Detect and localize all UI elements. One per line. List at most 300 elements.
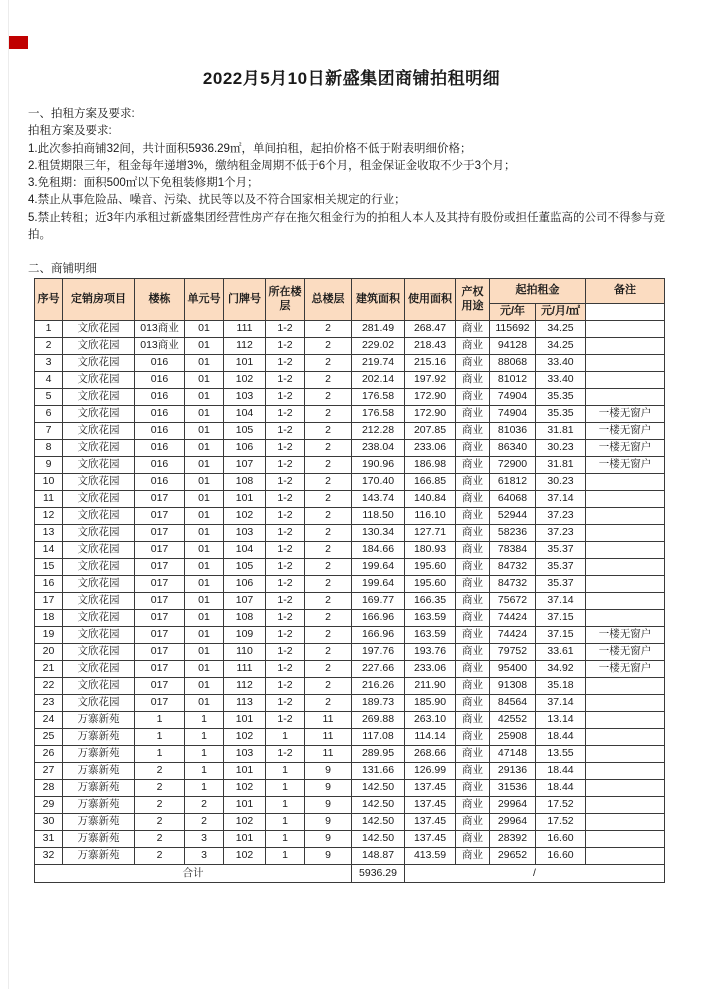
cell-usage: 商业 bbox=[456, 474, 490, 491]
cell-unit: 3 bbox=[185, 848, 224, 865]
cell-rent-year: 84732 bbox=[490, 576, 536, 593]
cell-use-area: 268.66 bbox=[405, 746, 456, 763]
header-rent-group: 起拍租金 bbox=[490, 279, 586, 304]
cell-build-area: 238.04 bbox=[352, 440, 405, 457]
cell-use-area: 163.59 bbox=[405, 627, 456, 644]
table-row bbox=[35, 576, 665, 593]
cell-rent-month-sqm: 13.55 bbox=[536, 746, 586, 763]
cell-door: 113 bbox=[224, 695, 266, 712]
cell-usage: 商业 bbox=[456, 780, 490, 797]
cell-seq: 10 bbox=[35, 474, 63, 491]
cell-use-area: 137.45 bbox=[405, 797, 456, 814]
cell-building: 2 bbox=[135, 780, 185, 797]
total-rest: / bbox=[405, 865, 665, 883]
cell-rent-year: 52944 bbox=[490, 508, 536, 525]
cell-remark bbox=[586, 474, 665, 491]
cell-floor: 1-2 bbox=[266, 440, 305, 457]
cell-use-area: 172.90 bbox=[405, 406, 456, 423]
cell-project: 文欣花园 bbox=[63, 474, 135, 491]
cell-use-area: 126.99 bbox=[405, 763, 456, 780]
cell-usage: 商业 bbox=[456, 559, 490, 576]
cell-usage: 商业 bbox=[456, 423, 490, 440]
cell-build-area: 169.77 bbox=[352, 593, 405, 610]
cell-total-floors: 9 bbox=[305, 763, 352, 780]
cell-building: 017 bbox=[135, 525, 185, 542]
cell-seq: 26 bbox=[35, 746, 63, 763]
cell-usage: 商业 bbox=[456, 729, 490, 746]
cell-usage: 商业 bbox=[456, 406, 490, 423]
cell-rent-month-sqm: 16.60 bbox=[536, 831, 586, 848]
cell-door: 103 bbox=[224, 389, 266, 406]
cell-rent-year: 58236 bbox=[490, 525, 536, 542]
cell-building: 017 bbox=[135, 695, 185, 712]
cell-build-area: 216.26 bbox=[352, 678, 405, 695]
cell-remark bbox=[586, 338, 665, 355]
cell-build-area: 142.50 bbox=[352, 814, 405, 831]
cell-seq: 3 bbox=[35, 355, 63, 372]
cell-build-area: 269.88 bbox=[352, 712, 405, 729]
cell-seq: 5 bbox=[35, 389, 63, 406]
cell-floor: 1 bbox=[266, 848, 305, 865]
cell-build-area: 142.50 bbox=[352, 797, 405, 814]
cell-rent-year: 75672 bbox=[490, 593, 536, 610]
cell-use-area: 413.59 bbox=[405, 848, 456, 865]
cell-unit: 01 bbox=[185, 389, 224, 406]
cell-seq: 13 bbox=[35, 525, 63, 542]
cell-seq: 28 bbox=[35, 780, 63, 797]
cell-unit: 01 bbox=[185, 372, 224, 389]
cell-project: 文欣花园 bbox=[63, 542, 135, 559]
cell-door: 101 bbox=[224, 763, 266, 780]
cell-rent-year: 25908 bbox=[490, 729, 536, 746]
cell-building: 017 bbox=[135, 542, 185, 559]
cell-door: 101 bbox=[224, 355, 266, 372]
cell-seq: 7 bbox=[35, 423, 63, 440]
cell-unit: 3 bbox=[185, 831, 224, 848]
cell-build-area: 176.58 bbox=[352, 389, 405, 406]
cell-use-area: 166.85 bbox=[405, 474, 456, 491]
cell-seq: 14 bbox=[35, 542, 63, 559]
table-row bbox=[35, 814, 665, 831]
cell-use-area: 268.47 bbox=[405, 321, 456, 338]
cell-total-floors: 9 bbox=[305, 831, 352, 848]
table-row bbox=[35, 372, 665, 389]
cell-unit: 1 bbox=[185, 712, 224, 729]
cell-use-area: 233.06 bbox=[405, 440, 456, 457]
cell-total-floors: 2 bbox=[305, 661, 352, 678]
cell-building: 016 bbox=[135, 457, 185, 474]
header-rent-year: 元/年 bbox=[490, 304, 536, 321]
cell-build-area: 212.28 bbox=[352, 423, 405, 440]
cell-project: 文欣花园 bbox=[63, 440, 135, 457]
cell-remark bbox=[586, 525, 665, 542]
cell-building: 017 bbox=[135, 644, 185, 661]
cell-building: 016 bbox=[135, 389, 185, 406]
cell-usage: 商业 bbox=[456, 355, 490, 372]
cell-rent-month-sqm: 30.23 bbox=[536, 440, 586, 457]
cell-building: 016 bbox=[135, 372, 185, 389]
header-usage: 产权用途 bbox=[456, 279, 490, 321]
cell-total-floors: 2 bbox=[305, 321, 352, 338]
header-building: 楼栋 bbox=[135, 279, 185, 321]
cell-door: 106 bbox=[224, 440, 266, 457]
cell-remark bbox=[586, 746, 665, 763]
cell-door: 103 bbox=[224, 525, 266, 542]
cell-project: 万寨新苑 bbox=[63, 712, 135, 729]
table-row bbox=[35, 644, 665, 661]
cell-floor: 1-2 bbox=[266, 508, 305, 525]
cell-building: 016 bbox=[135, 474, 185, 491]
cell-project: 文欣花园 bbox=[63, 355, 135, 372]
table-row bbox=[35, 661, 665, 678]
cell-build-area: 199.64 bbox=[352, 576, 405, 593]
cell-remark: 一楼无窗户 bbox=[586, 423, 665, 440]
table-row bbox=[35, 593, 665, 610]
cell-rent-month-sqm: 37.14 bbox=[536, 491, 586, 508]
table-row bbox=[35, 474, 665, 491]
cell-usage: 商业 bbox=[456, 372, 490, 389]
cell-usage: 商业 bbox=[456, 440, 490, 457]
cell-project: 文欣花园 bbox=[63, 338, 135, 355]
cell-seq: 11 bbox=[35, 491, 63, 508]
cell-remark bbox=[586, 559, 665, 576]
cell-project: 万寨新苑 bbox=[63, 831, 135, 848]
cell-project: 文欣花园 bbox=[63, 695, 135, 712]
cell-rent-month-sqm: 35.35 bbox=[536, 406, 586, 423]
cell-use-area: 163.59 bbox=[405, 610, 456, 627]
cell-usage: 商业 bbox=[456, 610, 490, 627]
cell-door: 108 bbox=[224, 474, 266, 491]
table-row bbox=[35, 491, 665, 508]
cell-project: 文欣花园 bbox=[63, 644, 135, 661]
cell-unit: 1 bbox=[185, 780, 224, 797]
cell-build-area: 190.96 bbox=[352, 457, 405, 474]
cell-unit: 01 bbox=[185, 627, 224, 644]
cell-floor: 1-2 bbox=[266, 338, 305, 355]
cell-project: 万寨新苑 bbox=[63, 763, 135, 780]
cell-door: 110 bbox=[224, 644, 266, 661]
cell-seq: 30 bbox=[35, 814, 63, 831]
cell-rent-month-sqm: 30.23 bbox=[536, 474, 586, 491]
cell-rent-month-sqm: 37.15 bbox=[536, 627, 586, 644]
cell-use-area: 127.71 bbox=[405, 525, 456, 542]
cell-seq: 15 bbox=[35, 559, 63, 576]
cell-seq: 8 bbox=[35, 440, 63, 457]
cell-door: 102 bbox=[224, 848, 266, 865]
cell-building: 2 bbox=[135, 831, 185, 848]
cell-build-area: 142.50 bbox=[352, 831, 405, 848]
cell-rent-year: 84564 bbox=[490, 695, 536, 712]
cell-unit: 01 bbox=[185, 474, 224, 491]
cell-project: 文欣花园 bbox=[63, 406, 135, 423]
cell-unit: 01 bbox=[185, 695, 224, 712]
header-project: 定销房项目 bbox=[63, 279, 135, 321]
cell-use-area: 218.43 bbox=[405, 338, 456, 355]
cell-unit: 01 bbox=[185, 321, 224, 338]
table-row bbox=[35, 457, 665, 474]
table-row bbox=[35, 542, 665, 559]
cell-rent-month-sqm: 34.25 bbox=[536, 338, 586, 355]
cell-remark bbox=[586, 712, 665, 729]
cell-project: 文欣花园 bbox=[63, 389, 135, 406]
cell-use-area: 114.14 bbox=[405, 729, 456, 746]
cell-building: 2 bbox=[135, 763, 185, 780]
cell-rent-month-sqm: 35.37 bbox=[536, 542, 586, 559]
cell-total-floors: 2 bbox=[305, 423, 352, 440]
cell-unit: 01 bbox=[185, 440, 224, 457]
cell-project: 文欣花园 bbox=[63, 678, 135, 695]
cell-usage: 商业 bbox=[456, 763, 490, 780]
cell-building: 017 bbox=[135, 610, 185, 627]
cell-project: 万寨新苑 bbox=[63, 814, 135, 831]
rental-plan-section bbox=[28, 106, 678, 244]
header-door: 门牌号 bbox=[224, 279, 266, 321]
cell-build-area: 227.66 bbox=[352, 661, 405, 678]
cell-rent-year: 28392 bbox=[490, 831, 536, 848]
cell-rent-month-sqm: 34.92 bbox=[536, 661, 586, 678]
cell-total-floors: 2 bbox=[305, 593, 352, 610]
cell-rent-year: 61812 bbox=[490, 474, 536, 491]
cell-use-area: 211.90 bbox=[405, 678, 456, 695]
cell-floor: 1-2 bbox=[266, 389, 305, 406]
cell-building: 013商业 bbox=[135, 321, 185, 338]
cell-unit: 01 bbox=[185, 542, 224, 559]
cell-unit: 2 bbox=[185, 814, 224, 831]
cell-rent-year: 64068 bbox=[490, 491, 536, 508]
cell-remark bbox=[586, 848, 665, 865]
cell-door: 111 bbox=[224, 661, 266, 678]
cell-rent-month-sqm: 18.44 bbox=[536, 729, 586, 746]
cell-rent-month-sqm: 13.14 bbox=[536, 712, 586, 729]
cell-rent-year: 42552 bbox=[490, 712, 536, 729]
section1-line: 3.免租期：面积500㎡以下免租装修期1个月； bbox=[28, 177, 259, 190]
cell-floor: 1-2 bbox=[266, 712, 305, 729]
cell-usage: 商业 bbox=[456, 678, 490, 695]
cell-unit: 2 bbox=[185, 797, 224, 814]
cell-floor: 1-2 bbox=[266, 355, 305, 372]
cell-total-floors: 2 bbox=[305, 542, 352, 559]
cell-door: 109 bbox=[224, 627, 266, 644]
cell-remark bbox=[586, 695, 665, 712]
cell-floor: 1-2 bbox=[266, 406, 305, 423]
header-remark: 备注 bbox=[586, 279, 665, 304]
cell-total-floors: 2 bbox=[305, 491, 352, 508]
cell-seq: 2 bbox=[35, 338, 63, 355]
table-row bbox=[35, 797, 665, 814]
cell-rent-month-sqm: 18.44 bbox=[536, 780, 586, 797]
cell-remark bbox=[586, 389, 665, 406]
table-row bbox=[35, 780, 665, 797]
cell-use-area: 137.45 bbox=[405, 814, 456, 831]
cell-rent-year: 31536 bbox=[490, 780, 536, 797]
cell-rent-month-sqm: 17.52 bbox=[536, 814, 586, 831]
cell-rent-year: 115692 bbox=[490, 321, 536, 338]
cell-build-area: 166.96 bbox=[352, 627, 405, 644]
table-row bbox=[35, 610, 665, 627]
cell-build-area: 197.76 bbox=[352, 644, 405, 661]
cell-unit: 1 bbox=[185, 729, 224, 746]
cell-door: 104 bbox=[224, 406, 266, 423]
cell-door: 105 bbox=[224, 559, 266, 576]
cell-rent-year: 84732 bbox=[490, 559, 536, 576]
cell-floor: 1-2 bbox=[266, 423, 305, 440]
cell-use-area: 193.76 bbox=[405, 644, 456, 661]
cell-usage: 商业 bbox=[456, 457, 490, 474]
cell-total-floors: 2 bbox=[305, 406, 352, 423]
cell-seq: 20 bbox=[35, 644, 63, 661]
cell-usage: 商业 bbox=[456, 389, 490, 406]
cell-remark: 一楼无窗户 bbox=[586, 627, 665, 644]
cell-usage: 商业 bbox=[456, 525, 490, 542]
cell-rent-month-sqm: 33.40 bbox=[536, 372, 586, 389]
cell-total-floors: 2 bbox=[305, 695, 352, 712]
cell-unit: 01 bbox=[185, 593, 224, 610]
cell-floor: 1-2 bbox=[266, 321, 305, 338]
table-row bbox=[35, 559, 665, 576]
cell-door: 105 bbox=[224, 423, 266, 440]
table-row bbox=[35, 695, 665, 712]
cell-total-floors: 2 bbox=[305, 576, 352, 593]
table-row bbox=[35, 831, 665, 848]
table-row bbox=[35, 338, 665, 355]
cell-remark bbox=[586, 729, 665, 746]
cell-seq: 16 bbox=[35, 576, 63, 593]
cell-usage: 商业 bbox=[456, 831, 490, 848]
cell-build-area: 202.14 bbox=[352, 372, 405, 389]
cell-total-floors: 11 bbox=[305, 746, 352, 763]
cell-unit: 01 bbox=[185, 525, 224, 542]
cell-rent-month-sqm: 35.18 bbox=[536, 678, 586, 695]
cell-unit: 01 bbox=[185, 338, 224, 355]
table-row bbox=[35, 389, 665, 406]
section1-line: 5.禁止转租；近3年内承租过新盛集团经营性房产存在拖欠租金行为的拍租人本人及其持有股份或担任董监高的公司不得参与竞拍。 bbox=[28, 211, 665, 242]
cell-use-area: 207.85 bbox=[405, 423, 456, 440]
cell-unit: 01 bbox=[185, 406, 224, 423]
cell-project: 文欣花园 bbox=[63, 508, 135, 525]
cell-use-area: 140.84 bbox=[405, 491, 456, 508]
section1-line: 2.租赁期限三年，租金每年递增3%，缴纳租金周期不低于6个月，租金保证金收取不少于3个月； bbox=[28, 159, 516, 172]
cell-seq: 25 bbox=[35, 729, 63, 746]
cell-rent-year: 94128 bbox=[490, 338, 536, 355]
cell-build-area: 229.02 bbox=[352, 338, 405, 355]
cell-remark bbox=[586, 321, 665, 338]
cell-rent-month-sqm: 35.37 bbox=[536, 559, 586, 576]
cell-door: 107 bbox=[224, 457, 266, 474]
cell-use-area: 137.45 bbox=[405, 831, 456, 848]
cell-building: 013商业 bbox=[135, 338, 185, 355]
cell-building: 2 bbox=[135, 814, 185, 831]
cell-unit: 01 bbox=[185, 678, 224, 695]
cell-door: 101 bbox=[224, 491, 266, 508]
table-row bbox=[35, 355, 665, 372]
table-row bbox=[35, 321, 665, 338]
total-label: 合计 bbox=[35, 865, 352, 883]
cell-project: 文欣花园 bbox=[63, 491, 135, 508]
cell-use-area: 215.16 bbox=[405, 355, 456, 372]
cell-total-floors: 2 bbox=[305, 355, 352, 372]
cell-remark: 一楼无窗户 bbox=[586, 644, 665, 661]
cell-project: 文欣花园 bbox=[63, 372, 135, 389]
cell-rent-year: 91308 bbox=[490, 678, 536, 695]
cell-project: 文欣花园 bbox=[63, 321, 135, 338]
cell-rent-month-sqm: 34.25 bbox=[536, 321, 586, 338]
cell-seq: 12 bbox=[35, 508, 63, 525]
cell-project: 文欣花园 bbox=[63, 559, 135, 576]
cell-total-floors: 2 bbox=[305, 644, 352, 661]
cell-floor: 1 bbox=[266, 763, 305, 780]
page-left-edge bbox=[8, 0, 9, 989]
cell-seq: 6 bbox=[35, 406, 63, 423]
cell-usage: 商业 bbox=[456, 491, 490, 508]
cell-floor: 1-2 bbox=[266, 576, 305, 593]
section1-line: 拍租方案及要求: bbox=[28, 125, 112, 138]
cell-project: 万寨新苑 bbox=[63, 746, 135, 763]
cell-remark bbox=[586, 814, 665, 831]
cell-unit: 01 bbox=[185, 610, 224, 627]
header-rent-month-sqm: 元/月/㎡ bbox=[536, 304, 586, 321]
cell-remark bbox=[586, 831, 665, 848]
cell-building: 016 bbox=[135, 355, 185, 372]
table-row bbox=[35, 712, 665, 729]
cell-door: 102 bbox=[224, 729, 266, 746]
cell-rent-month-sqm: 16.60 bbox=[536, 848, 586, 865]
cell-rent-year: 74904 bbox=[490, 389, 536, 406]
cell-rent-year: 29964 bbox=[490, 797, 536, 814]
cell-usage: 商业 bbox=[456, 712, 490, 729]
cell-rent-month-sqm: 37.14 bbox=[536, 593, 586, 610]
table-row bbox=[35, 627, 665, 644]
cell-project: 文欣花园 bbox=[63, 593, 135, 610]
cell-total-floors: 2 bbox=[305, 372, 352, 389]
cell-project: 文欣花园 bbox=[63, 627, 135, 644]
red-marker bbox=[9, 36, 28, 49]
cell-use-area: 233.06 bbox=[405, 661, 456, 678]
cell-rent-month-sqm: 33.61 bbox=[536, 644, 586, 661]
cell-seq: 18 bbox=[35, 610, 63, 627]
cell-floor: 1-2 bbox=[266, 610, 305, 627]
cell-total-floors: 2 bbox=[305, 678, 352, 695]
cell-total-floors: 9 bbox=[305, 848, 352, 865]
cell-door: 112 bbox=[224, 338, 266, 355]
cell-use-area: 186.98 bbox=[405, 457, 456, 474]
cell-floor: 1-2 bbox=[266, 559, 305, 576]
cell-floor: 1 bbox=[266, 780, 305, 797]
cell-floor: 1-2 bbox=[266, 474, 305, 491]
table-row bbox=[35, 525, 665, 542]
cell-rent-year: 74424 bbox=[490, 610, 536, 627]
cell-use-area: 172.90 bbox=[405, 389, 456, 406]
cell-rent-year: 29136 bbox=[490, 763, 536, 780]
cell-door: 101 bbox=[224, 831, 266, 848]
cell-door: 101 bbox=[224, 797, 266, 814]
cell-door: 102 bbox=[224, 508, 266, 525]
table-header bbox=[35, 279, 665, 321]
cell-floor: 1-2 bbox=[266, 695, 305, 712]
cell-project: 万寨新苑 bbox=[63, 797, 135, 814]
cell-use-area: 116.10 bbox=[405, 508, 456, 525]
cell-floor: 1 bbox=[266, 797, 305, 814]
cell-unit: 01 bbox=[185, 355, 224, 372]
cell-building: 1 bbox=[135, 712, 185, 729]
cell-use-area: 166.35 bbox=[405, 593, 456, 610]
cell-total-floors: 2 bbox=[305, 440, 352, 457]
cell-floor: 1-2 bbox=[266, 746, 305, 763]
cell-usage: 商业 bbox=[456, 644, 490, 661]
cell-floor: 1-2 bbox=[266, 525, 305, 542]
cell-remark bbox=[586, 491, 665, 508]
cell-door: 101 bbox=[224, 712, 266, 729]
table-row bbox=[35, 746, 665, 763]
